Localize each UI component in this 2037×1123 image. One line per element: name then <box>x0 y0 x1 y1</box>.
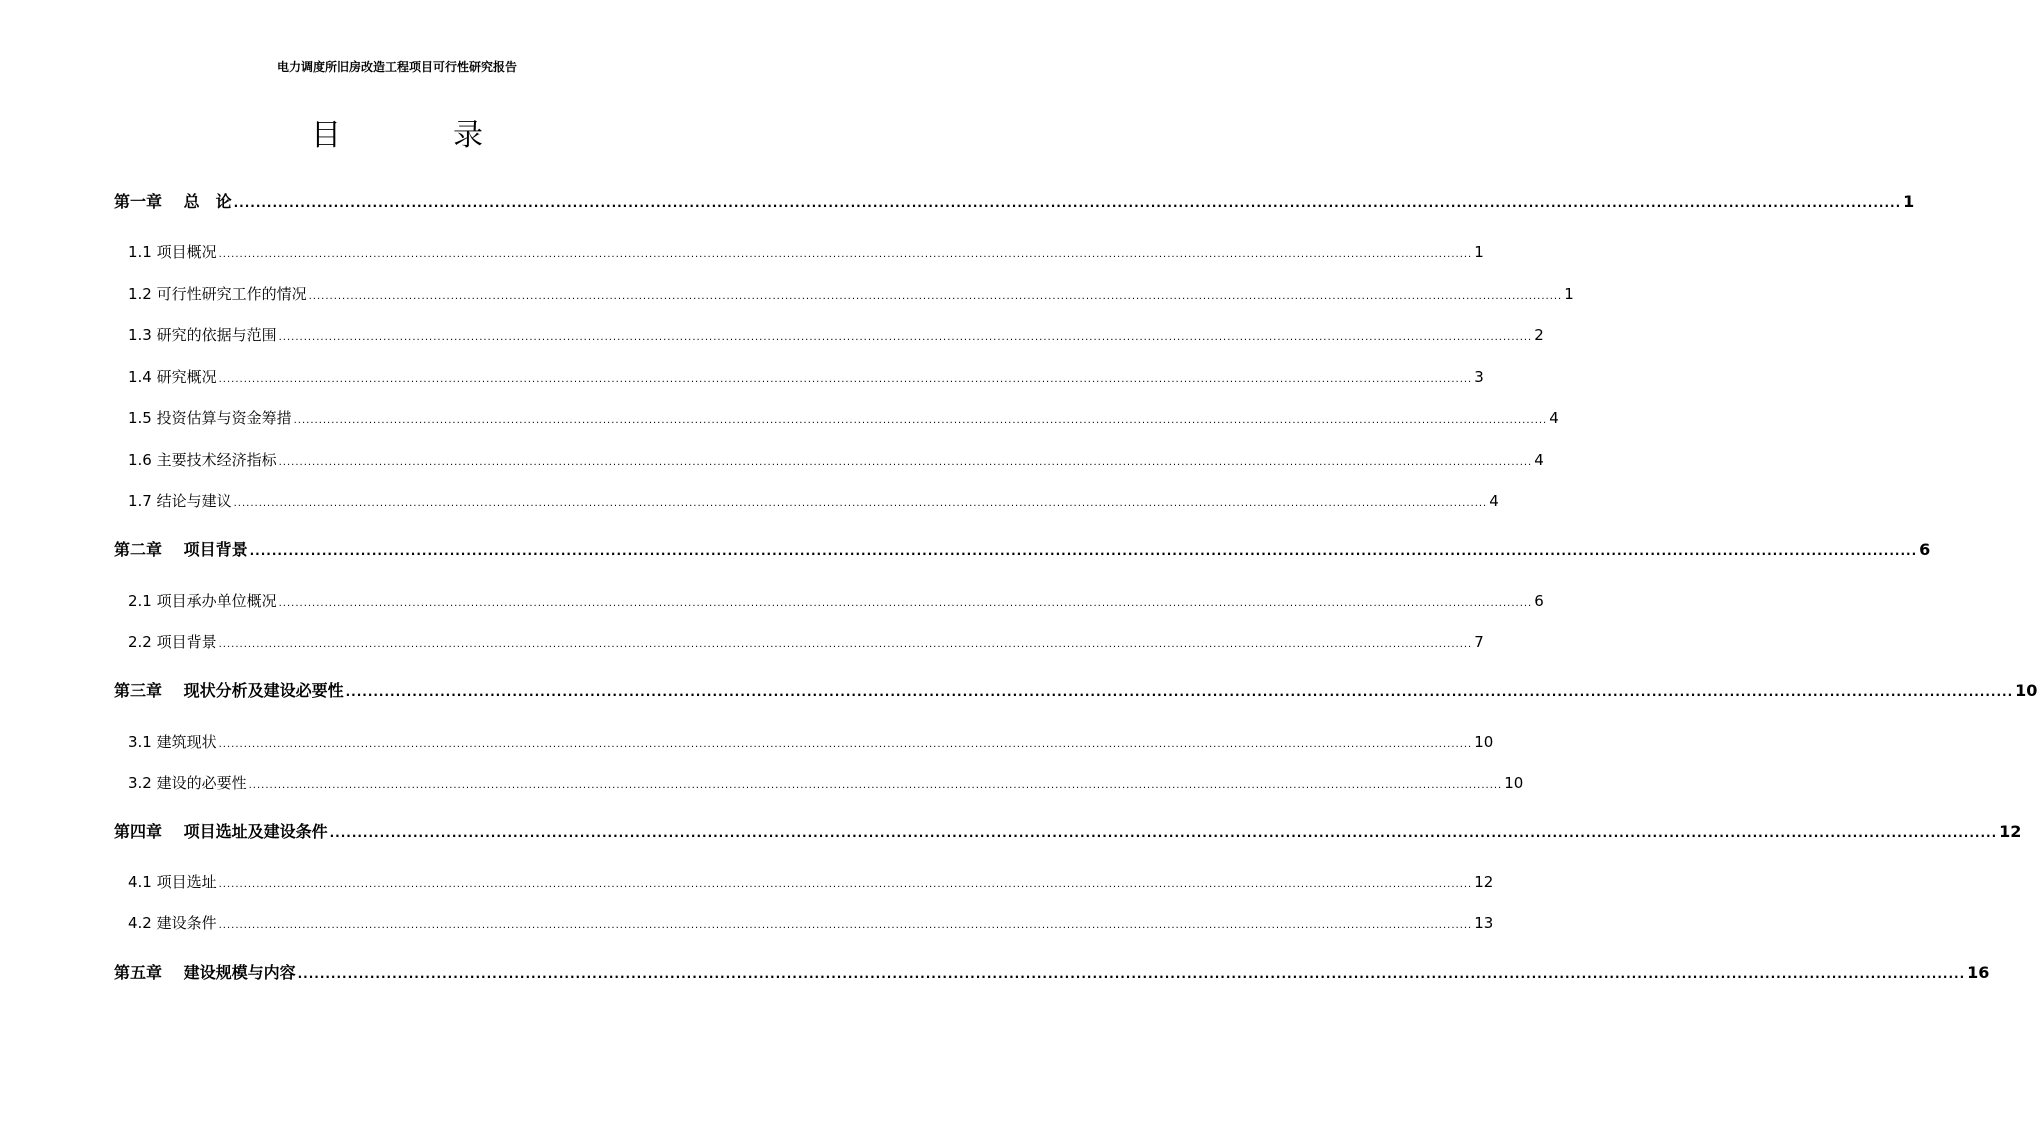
toc-section-entry[interactable] <box>128 489 1499 513</box>
toc-section-entry[interactable] <box>128 323 1544 347</box>
toc-chapter-entry[interactable] <box>114 538 1931 562</box>
toc-dot-leader: ............................................................................................................................................................................................................................................................................................................ <box>218 639 1473 650</box>
toc-entry-page-number: 10 <box>2015 681 2037 700</box>
toc-section-entry[interactable] <box>128 240 1484 264</box>
toc-entry-label: 1.7 结论与建议 <box>128 492 232 510</box>
toc-section-entry[interactable] <box>128 870 1494 894</box>
toc-entry-label: 1.1 项目概况 <box>128 243 217 261</box>
toc-section-entry[interactable] <box>128 771 1524 795</box>
toc-entry-page-number: 1 <box>1564 285 1574 303</box>
toc-entry-page-number: 12 <box>1999 822 2022 841</box>
toc-entry-label: 第三章 现状分析及建设必要性 <box>114 681 344 700</box>
toc-title-left: 目 <box>311 118 341 153</box>
toc-dot-leader: ............................................................................................................................................................................................................................................................................................................ <box>218 879 1473 890</box>
toc-entry-page-number: 6 <box>1534 592 1544 610</box>
toc-entry-page-number: 12 <box>1474 873 1494 891</box>
toc-section-entry[interactable] <box>128 630 1484 654</box>
toc-dot-leader: ............................................................................................................................................................................................................................................................................................................ <box>218 739 1473 750</box>
toc-entry-label: 3.2 建设的必要性 <box>128 774 247 792</box>
toc-entry-label: 2.2 项目背景 <box>128 633 217 651</box>
toc-entry-page-number: 4 <box>1534 451 1544 469</box>
toc-entry-label: 1.2 可行性研究工作的情况 <box>128 285 307 303</box>
toc-entry-page-number: 1 <box>1474 243 1484 261</box>
toc-section-entry[interactable] <box>128 282 1574 306</box>
toc-dot-leader: ............................................................................................................................................................................................................................................................................................................ <box>278 457 1533 468</box>
toc-dot-leader: ............................................................................................................................................................................................................................................................................................................ <box>278 598 1533 609</box>
toc-section-entry[interactable] <box>128 730 1494 754</box>
toc-section-entry[interactable] <box>128 365 1484 389</box>
toc-dot-leader: ............................................................................................................................................................................................................................................................................................................ <box>218 374 1473 385</box>
toc-entry-page-number: 7 <box>1474 633 1484 651</box>
toc-entry-label: 4.1 项目选址 <box>128 873 217 891</box>
toc-entry-page-number: 2 <box>1534 326 1544 344</box>
toc-chapter-entry[interactable] <box>114 820 2022 844</box>
toc-dot-leader: ............................................................................................................................................................................................................................................................................................................ <box>278 332 1533 343</box>
toc-dot-leader: ............................................................................................................................................................................................................................................................................................................ <box>233 196 1902 210</box>
toc-entry-page-number: 10 <box>1474 733 1494 751</box>
toc-entry-page-number: 16 <box>1967 963 1990 982</box>
toc-entry-label: 1.3 研究的依据与范围 <box>128 326 277 344</box>
toc-entry-label: 1.4 研究概况 <box>128 368 217 386</box>
toc-entry-label: 1.6 主要技术经济指标 <box>128 451 277 469</box>
toc-title-right: 录 <box>453 118 483 153</box>
toc-entry-label: 第四章 项目选址及建设条件 <box>114 822 328 841</box>
toc-entry-label: 第一章 总 论 <box>114 192 232 211</box>
toc-dot-leader: ............................................................................................................................................................................................................................................................................................................ <box>249 544 1918 558</box>
toc-dot-leader: ............................................................................................................................................................................................................................................................................................................ <box>218 249 1473 260</box>
toc-dot-leader: ............................................................................................................................................................................................................................................................................................................ <box>345 685 2014 699</box>
toc-entry-label: 第二章 项目背景 <box>114 540 248 559</box>
toc-chapter-entry[interactable] <box>114 961 1990 985</box>
toc-dot-leader: ............................................................................................................................................................................................................................................................................................................ <box>329 826 1998 840</box>
toc-entry-page-number: 3 <box>1474 368 1484 386</box>
toc-dot-leader: ............................................................................................................................................................................................................................................................................................................ <box>297 967 1966 981</box>
toc-dot-leader: ............................................................................................................................................................................................................................................................................................................ <box>233 498 1488 509</box>
toc-dot-leader: ............................................................................................................................................................................................................................................................................................................ <box>308 291 1563 302</box>
toc-entry-page-number: 13 <box>1474 914 1494 932</box>
toc-entry-page-number: 1 <box>1903 192 1915 211</box>
toc-entry-label: 3.1 建筑现状 <box>128 733 217 751</box>
toc-dot-leader: ............................................................................................................................................................................................................................................................................................................ <box>218 920 1473 931</box>
toc-entry-page-number: 4 <box>1549 409 1559 427</box>
toc-entry-label: 第五章 建设规模与内容 <box>114 963 296 982</box>
toc-dot-leader: ............................................................................................................................................................................................................................................................................................................ <box>248 780 1503 791</box>
toc-section-entry[interactable] <box>128 589 1544 613</box>
toc-entry-label: 4.2 建设条件 <box>128 914 217 932</box>
toc-entry-label: 2.1 项目承办单位概况 <box>128 592 277 610</box>
toc-entry-page-number: 4 <box>1489 492 1499 510</box>
toc-dot-leader: ............................................................................................................................................................................................................................................................................................................ <box>293 415 1548 426</box>
toc-section-entry[interactable] <box>128 448 1544 472</box>
running-header: 电力调度所旧房改造工程项目可行性研究报告 <box>276 60 517 74</box>
toc-chapter-entry[interactable] <box>114 679 2037 703</box>
toc-section-entry[interactable] <box>128 911 1494 935</box>
toc-chapter-entry[interactable] <box>114 190 1915 214</box>
toc-section-entry[interactable] <box>128 406 1559 430</box>
toc-entry-label: 1.5 投资估算与资金筹措 <box>128 409 292 427</box>
toc-entry-page-number: 6 <box>1919 540 1931 559</box>
toc-entry-page-number: 10 <box>1504 774 1524 792</box>
